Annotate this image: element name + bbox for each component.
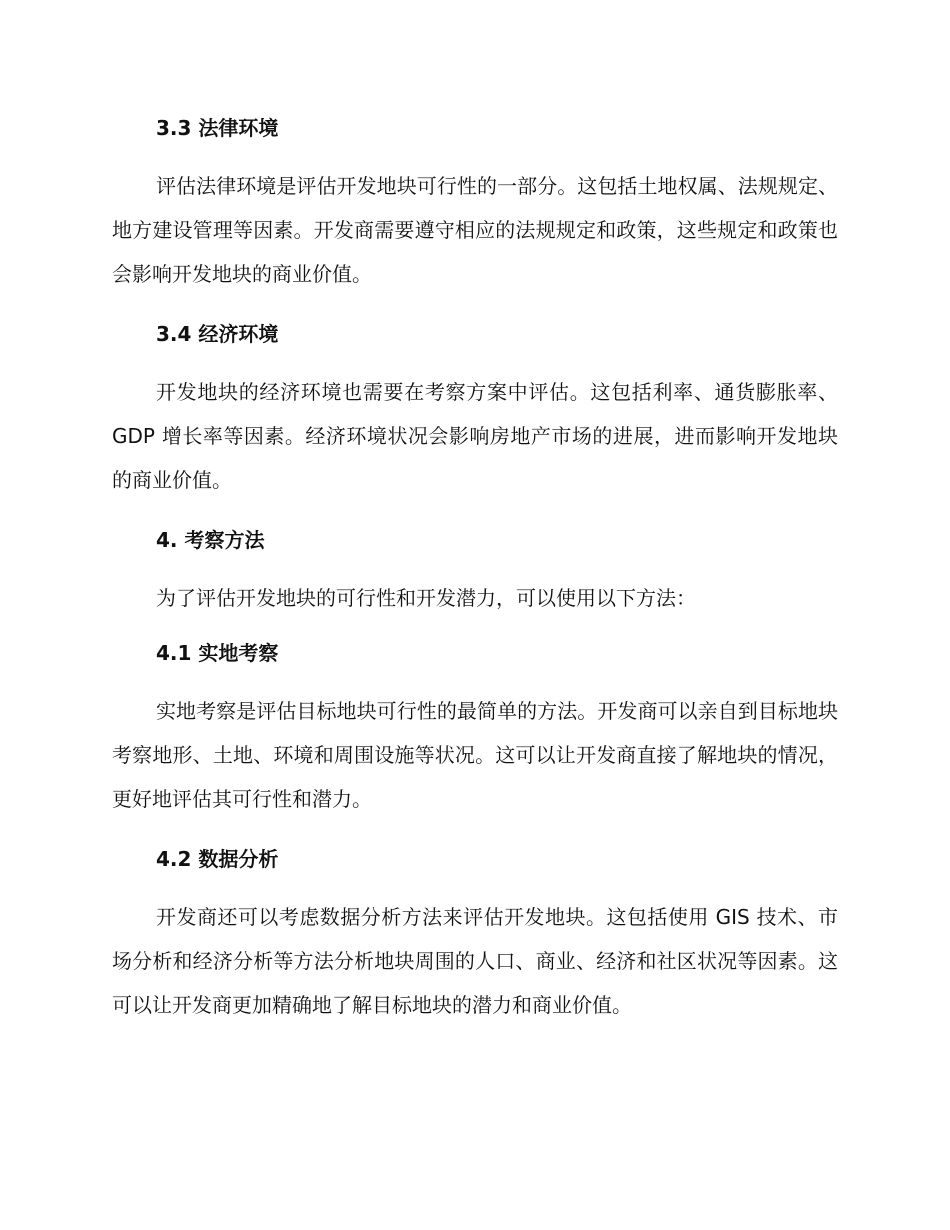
section-paragraph-4-2: 开发商还可以考虑数据分析方法来评估开发地块。这包括使用 GIS 技术、市场分析和经济分析等方法分析地块周围的人口、商业、经济和社区状况等因素。这可以让开发商更加精确地了解目标地块的潜力和商业价值。: [112, 905, 838, 1017]
section-paragraph-4-1: 实地考察是评估目标地块可行性的最简单的方法。开发商可以亲自到目标地块考察地形、土地、环境和周围设施等状况。这可以让开发商直接了解地块的情况，更好地评估其可行性和潜力。: [112, 699, 838, 811]
section-paragraph-3-3: 评估法律环境是评估开发地块可行性的一部分。这包括土地权属、法规规定、地方建设管理等因素。开发商需要遵守相应的法规规定和政策，这些规定和政策也会影响开发地块的商业价值。: [112, 174, 838, 286]
section-heading-3-4: 3.4 经济环境: [156, 322, 279, 346]
section-heading-4: 4. 考察方法: [156, 528, 265, 552]
section-paragraph-4: 为了评估开发地块的可行性和开发潜力，可以使用以下方法：: [156, 586, 696, 610]
document-body: [112, 112, 838, 1027]
section-heading-4-2: 4.2 数据分析: [156, 847, 279, 871]
section-paragraph-3-4: 开发地块的经济环境也需要在考察方案中评估。这包括利率、通货膨胀率、GDP 增长率等因素。经济环境状况会影响房地产市场的进展，进而影响开发地块的商业价值。: [112, 380, 838, 492]
section-heading-3-3: 3.3 法律环境: [156, 116, 279, 140]
section-heading-4-1: 4.1 实地考察: [156, 641, 279, 665]
